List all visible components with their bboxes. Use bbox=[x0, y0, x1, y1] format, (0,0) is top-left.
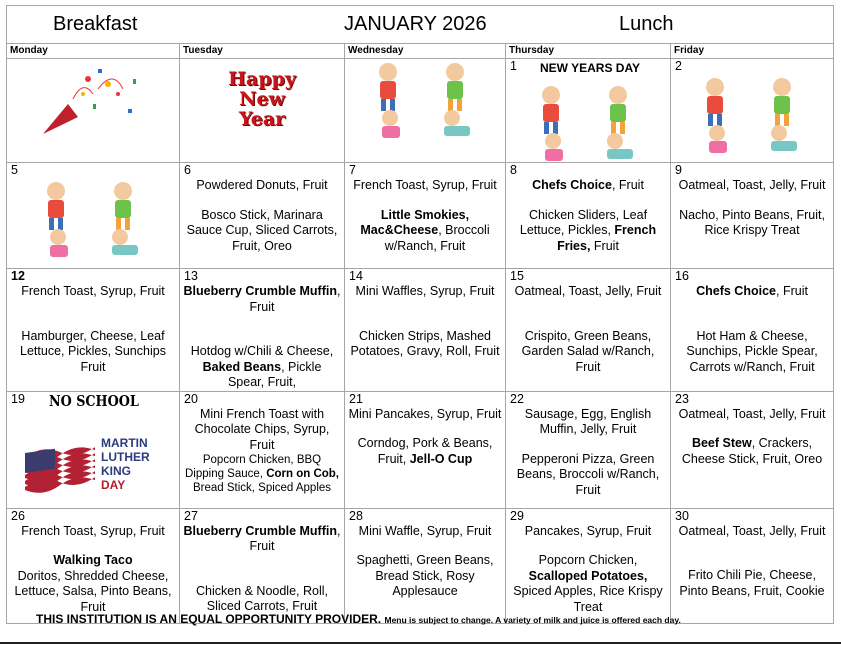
breakfast-menu bbox=[180, 284, 344, 315]
day-cell bbox=[7, 163, 180, 269]
day-cell bbox=[506, 59, 671, 163]
menu-item-text: Chicken & Noodle, Roll, Sliced Carrots, Fruit bbox=[195, 583, 328, 613]
menu-item-text: , Pickle Spear, Fruit, bbox=[227, 359, 322, 389]
kids-image bbox=[671, 74, 833, 154]
happy-new-year-art: Happy New Year bbox=[228, 68, 296, 130]
day-number: 20 bbox=[184, 391, 198, 406]
menu-item-text: Mini Waffles, Syrup, Fruit bbox=[355, 284, 495, 298]
day-names-row bbox=[7, 44, 834, 59]
holiday-label: NEW YEARS DAY bbox=[540, 61, 641, 75]
day-number: 2 bbox=[675, 59, 682, 73]
day-number: 5 bbox=[11, 163, 18, 177]
menu-item-text: Powdered Donuts, Fruit bbox=[196, 178, 328, 192]
day-cell bbox=[506, 269, 671, 392]
day-cell bbox=[180, 269, 345, 392]
breakfast-menu bbox=[180, 524, 344, 555]
day-number: 1 bbox=[510, 59, 517, 73]
menu-item-bold: French Fries, bbox=[557, 223, 657, 253]
menu-item-bold: Baked Beans bbox=[202, 359, 282, 374]
day-name: Monday bbox=[7, 44, 180, 59]
day-cell bbox=[345, 269, 506, 392]
day-number: 7 bbox=[349, 163, 356, 177]
day-name: Friday bbox=[671, 44, 834, 59]
day-cell bbox=[506, 163, 671, 269]
week-row bbox=[7, 391, 834, 508]
menu-item-text: French Toast, Syrup, Fruit bbox=[21, 284, 165, 298]
mlk-word: DAY bbox=[101, 477, 126, 492]
lunch-menu bbox=[671, 208, 833, 239]
lunch-menu bbox=[345, 436, 505, 467]
menu-item-text: Oatmeal, Toast, Jelly, Fruit bbox=[514, 284, 662, 298]
no-school-label: NO SCHOOL bbox=[49, 391, 139, 410]
menu-item-bold: Jell-O Cup bbox=[409, 451, 473, 466]
menu-item-bold: Walking Taco bbox=[53, 553, 133, 567]
day-number: 19 bbox=[11, 391, 25, 406]
day-cell bbox=[506, 508, 671, 623]
week-row bbox=[7, 508, 834, 623]
breakfast-menu bbox=[7, 284, 179, 300]
menu-item-text: Oatmeal, Toast, Jelly, Fruit bbox=[678, 523, 826, 538]
lunch-menu bbox=[345, 553, 505, 600]
menu-item-text: Hotdog w/Chili & Cheese, bbox=[190, 344, 334, 358]
breakfast-menu bbox=[506, 524, 670, 540]
breakfast-menu bbox=[7, 524, 179, 540]
day-number: 26 bbox=[11, 508, 25, 523]
day-cell bbox=[671, 391, 834, 508]
lunch-menu bbox=[671, 329, 833, 376]
breakfast-menu bbox=[671, 284, 833, 300]
breakfast-menu bbox=[345, 284, 505, 300]
menu-item-bold: Blueberry Crumble Muffin bbox=[183, 284, 337, 298]
menu-item-text: Chicken Sliders, Leaf Lettuce, Pickles, bbox=[519, 207, 648, 237]
menu-item-text: Mini Waffle, Syrup, Fruit bbox=[358, 523, 492, 538]
breakfast-menu bbox=[671, 524, 833, 540]
day-cell bbox=[7, 391, 180, 508]
day-number: 12 bbox=[11, 269, 25, 283]
menu-item-bold: Blueberry Crumble Muffin bbox=[183, 523, 337, 538]
day-number: 14 bbox=[349, 269, 363, 283]
menu-item-text: Mini Pancakes, Syrup, Fruit bbox=[348, 406, 502, 421]
lunch-menu bbox=[180, 453, 344, 495]
footer-note: Menu is subject to change. A variety of milk and juice is offered each day. bbox=[384, 615, 681, 625]
day-number: 16 bbox=[675, 269, 689, 283]
menu-item-text: Sausage, Egg, English Muffin, Jelly, Fruit bbox=[524, 406, 652, 436]
menu-item-text: French Toast, Syrup, Fruit bbox=[353, 178, 497, 192]
day-number: 15 bbox=[510, 269, 524, 283]
footer bbox=[36, 612, 681, 626]
menu-item-text: Pepperoni Pizza, Green Beans, Broccoli w/Ranch, Fruit bbox=[516, 451, 660, 497]
day-cell bbox=[7, 59, 180, 163]
day-number: 28 bbox=[349, 508, 363, 523]
breakfast-menu bbox=[345, 407, 505, 423]
calendar-header bbox=[7, 6, 834, 44]
menu-item-bold: Chefs Choice bbox=[696, 284, 776, 298]
menu-item-text: Hot Ham & Cheese, Sunchips, Pickle Spear, Carrots w/Ranch, Fruit bbox=[686, 328, 818, 374]
day-cell bbox=[671, 269, 834, 392]
day-cell bbox=[345, 508, 506, 623]
lunch-menu bbox=[7, 553, 179, 615]
day-cell bbox=[7, 508, 180, 623]
menu-item-bold: Beef Stew bbox=[691, 436, 752, 450]
lunch-menu bbox=[7, 329, 179, 376]
mlk-word: LUTHER bbox=[101, 449, 150, 464]
menu-item-text: Popcorn Chicken, bbox=[538, 553, 638, 567]
menu-item-text: , Crackers, Cheese Stick, Fruit, Oreo bbox=[681, 436, 823, 466]
menu-item-bold: Corn on Cob, bbox=[266, 468, 340, 480]
menu-calendar bbox=[6, 5, 834, 624]
menu-item-text: Corndog, Pork & Beans, Fruit, bbox=[357, 436, 493, 466]
week-row bbox=[7, 163, 834, 269]
mlk-image bbox=[7, 427, 179, 507]
mlk-day-text bbox=[101, 436, 150, 492]
menu-item-text: Popcorn Chicken, BBQ Dipping Sauce, bbox=[184, 454, 322, 480]
newyear-image bbox=[180, 59, 344, 139]
day-name: Wednesday bbox=[345, 44, 506, 59]
mlk-word: KING bbox=[101, 463, 131, 478]
kids-image bbox=[506, 82, 670, 162]
breakfast-menu bbox=[345, 178, 505, 194]
menu-item-text: Spaghetti, Green Beans, Bread Stick, Rosy Applesauce bbox=[356, 553, 494, 598]
confetti-image bbox=[7, 59, 179, 139]
lunch-menu bbox=[180, 344, 344, 391]
menu-item-text: , Fruit bbox=[776, 284, 808, 298]
day-number: 29 bbox=[510, 508, 524, 523]
menu-item-bold: Chefs Choice bbox=[532, 178, 612, 192]
menu-item-text: French Toast, Syrup, Fruit bbox=[21, 523, 165, 538]
lunch-menu bbox=[671, 568, 833, 599]
mlk-word: MARTIN bbox=[101, 435, 148, 450]
menu-item-text: Crispito, Green Beans, Garden Salad w/Ranch, Fruit bbox=[521, 328, 655, 374]
breakfast-menu bbox=[671, 407, 833, 423]
day-number: 6 bbox=[184, 163, 191, 177]
menu-item-bold: Little Smokies, Mac&Cheese bbox=[360, 207, 470, 237]
menu-item-text: Spiced Apples, Rice Krispy Treat bbox=[513, 584, 663, 614]
lunch-menu bbox=[506, 208, 670, 255]
menu-item-text: Hamburger, Cheese, Leaf Lettuce, Pickles, Sunchips Fruit bbox=[20, 328, 166, 374]
menu-item-text: Oatmeal, Toast, Jelly, Fruit bbox=[678, 406, 826, 421]
menu-item-text: Doritos, Shredded Cheese, Lettuce, Salsa, Pinto Beans, Fruit bbox=[14, 568, 172, 614]
breakfast-title: Breakfast bbox=[53, 13, 138, 35]
day-cell bbox=[506, 391, 671, 508]
breakfast-menu bbox=[180, 178, 344, 194]
lunch-menu bbox=[180, 208, 344, 255]
menu-item-text: , Fruit bbox=[611, 178, 644, 192]
header-cell bbox=[7, 6, 834, 44]
breakfast-menu bbox=[506, 178, 670, 194]
day-number: 21 bbox=[349, 391, 363, 406]
day-cell bbox=[345, 391, 506, 508]
month-title: JANUARY 2026 bbox=[344, 13, 487, 35]
day-number: 13 bbox=[184, 269, 198, 283]
lunch-menu bbox=[345, 329, 505, 360]
menu-item-text: Frito Chili Pie, Cheese, Pinto Beans, Fruit, Cookie bbox=[679, 568, 825, 598]
breakfast-menu bbox=[506, 284, 670, 300]
menu-item-text: Oatmeal, Toast, Jelly, Fruit bbox=[678, 178, 826, 192]
day-cell bbox=[180, 391, 345, 508]
day-number: 30 bbox=[675, 508, 689, 523]
menu-item-text: Mini French Toast with Chocolate Chips, Syrup, Fruit bbox=[194, 406, 330, 452]
menu-item-text: Bosco Stick, Marinara Sauce Cup, Sliced Carrots, Fruit, Oreo bbox=[186, 207, 338, 253]
day-cell bbox=[345, 163, 506, 269]
week-row bbox=[7, 269, 834, 392]
menu-item-bold: Scalloped Potatoes, bbox=[528, 568, 648, 583]
menu-item-text: , Fruit bbox=[249, 523, 341, 553]
lunch-menu bbox=[506, 329, 670, 376]
lunch-menu bbox=[671, 436, 833, 467]
lunch-title: Lunch bbox=[619, 13, 674, 35]
lunch-menu bbox=[180, 584, 344, 615]
kids-image bbox=[345, 59, 505, 139]
menu-item-text: , Fruit bbox=[249, 284, 341, 314]
day-number: 27 bbox=[184, 508, 198, 523]
week-row bbox=[7, 59, 834, 163]
kids-image bbox=[7, 178, 179, 258]
day-number: 9 bbox=[675, 163, 682, 177]
day-cell bbox=[180, 508, 345, 623]
day-name: Tuesday bbox=[180, 44, 345, 59]
day-cell bbox=[671, 508, 834, 623]
menu-item-text: Bread Stick, Spiced Apples bbox=[192, 482, 332, 494]
lunch-menu bbox=[345, 208, 505, 255]
divider bbox=[0, 642, 841, 644]
day-cell bbox=[180, 163, 345, 269]
breakfast-menu bbox=[180, 407, 344, 454]
lunch-menu bbox=[506, 553, 670, 615]
menu-item-text: Nacho, Pinto Beans, Fruit, Rice Krispy Treat bbox=[679, 207, 825, 237]
menu-item-text: Pancakes, Syrup, Fruit bbox=[524, 523, 652, 538]
day-number: 8 bbox=[510, 163, 517, 177]
day-cell bbox=[7, 269, 180, 392]
day-number: 22 bbox=[510, 391, 524, 406]
menu-item-text: Fruit bbox=[590, 238, 619, 253]
day-cell bbox=[671, 59, 834, 163]
day-cell bbox=[180, 59, 345, 163]
breakfast-menu bbox=[345, 524, 505, 540]
day-cell bbox=[671, 163, 834, 269]
footer-main: THIS INSTITUTION IS AN EQUAL OPPORTUNITY PROVIDER. bbox=[36, 612, 382, 626]
day-number: 23 bbox=[675, 391, 689, 406]
menu-item-text: , Broccoli w/Ranch, Fruit bbox=[384, 223, 490, 253]
breakfast-menu bbox=[506, 407, 670, 438]
menu-item-text: Chicken Strips, Mashed Potatoes, Gravy, Roll, Fruit bbox=[350, 328, 500, 358]
lunch-menu bbox=[506, 452, 670, 499]
breakfast-menu bbox=[671, 178, 833, 194]
day-name: Thursday bbox=[506, 44, 671, 59]
day-cell bbox=[345, 59, 506, 163]
